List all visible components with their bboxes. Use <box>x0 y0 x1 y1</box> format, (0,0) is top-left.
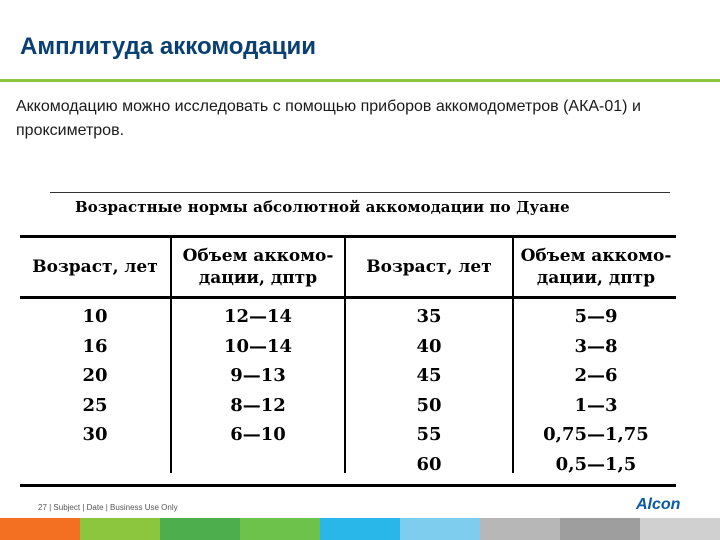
table-cell-volume: 0,5—1,5 <box>555 453 637 475</box>
table-cell-volume: 10—14 <box>223 335 293 357</box>
table-cell-volume: 0,75—1,75 <box>543 424 649 445</box>
header-volume-line1: Объем аккомо- <box>520 246 672 266</box>
left-volume-column <box>172 302 344 450</box>
table-caption: Возрастные нормы абсолютной аккомодации по Дуане <box>75 198 570 216</box>
slide-title: Амплитуда аккомодации <box>20 33 316 60</box>
right-age-column <box>346 302 512 479</box>
table-cell-volume: 2—6 <box>574 365 618 386</box>
title-divider <box>0 79 720 82</box>
header-volume-line2: дации, дптр <box>536 268 656 288</box>
intro-paragraph: Аккомодацию можно исследовать с помощью приборов аккомодометров (АКА-01) и проксиметров. <box>16 98 641 139</box>
table-cell-age: 35 <box>416 306 442 327</box>
header-age-label: Возраст, лет <box>366 257 492 277</box>
table-cell-age: 10 <box>82 306 108 327</box>
header-age-left <box>20 240 170 294</box>
footer-band-segment <box>0 518 80 540</box>
table-cell-age: 50 <box>416 394 442 416</box>
footer-band-segment <box>640 518 720 540</box>
right-volume-column <box>514 302 678 479</box>
footer-band-segment <box>80 518 160 540</box>
table-cell-volume: 3—8 <box>574 335 618 357</box>
norms-table-image <box>20 192 680 474</box>
footer-band-segment <box>160 518 240 540</box>
table-cell-volume: 6—10 <box>230 424 286 445</box>
table-cell-volume: 12—14 <box>223 306 293 327</box>
table-cell-age: 20 <box>82 365 108 386</box>
footer-color-band <box>0 518 720 540</box>
table-bottom-rule <box>20 484 676 487</box>
header-age-right <box>346 240 512 294</box>
table-top-rule <box>50 192 670 193</box>
table-cell-volume: 8—12 <box>230 394 286 416</box>
header-volume-line1: Объем аккомо- <box>182 246 334 266</box>
table-cell-age: 25 <box>82 394 108 416</box>
table-cell-age: 60 <box>416 453 442 475</box>
table-cell-volume: 5—9 <box>574 306 618 327</box>
footer-band-segment <box>240 518 320 540</box>
header-volume-right <box>514 240 678 294</box>
alcon-logo: Alcon <box>636 496 681 513</box>
footer-band-segment <box>320 518 400 540</box>
table-cell-volume: 9—13 <box>230 365 286 386</box>
footer-band-segment <box>480 518 560 540</box>
table-cell-age: 45 <box>416 365 442 386</box>
footer-band-segment <box>400 518 480 540</box>
table-cell-age: 30 <box>82 424 108 445</box>
table-header-top-rule <box>20 235 676 238</box>
table-cell-age: 55 <box>416 424 442 445</box>
header-volume-left <box>172 240 344 294</box>
table-cell-age: 40 <box>416 335 442 357</box>
table-cell-volume: 1—3 <box>574 394 618 416</box>
footer-band-segment <box>560 518 640 540</box>
header-volume-line2: дации, дптр <box>198 268 318 288</box>
table-header-bottom-rule <box>20 296 676 299</box>
left-age-column <box>20 302 170 450</box>
footer-text: 27 | Subject | Date | Business Use Only <box>38 503 178 512</box>
table-cell-age: 16 <box>82 335 108 357</box>
header-age-label: Возраст, лет <box>32 257 158 277</box>
